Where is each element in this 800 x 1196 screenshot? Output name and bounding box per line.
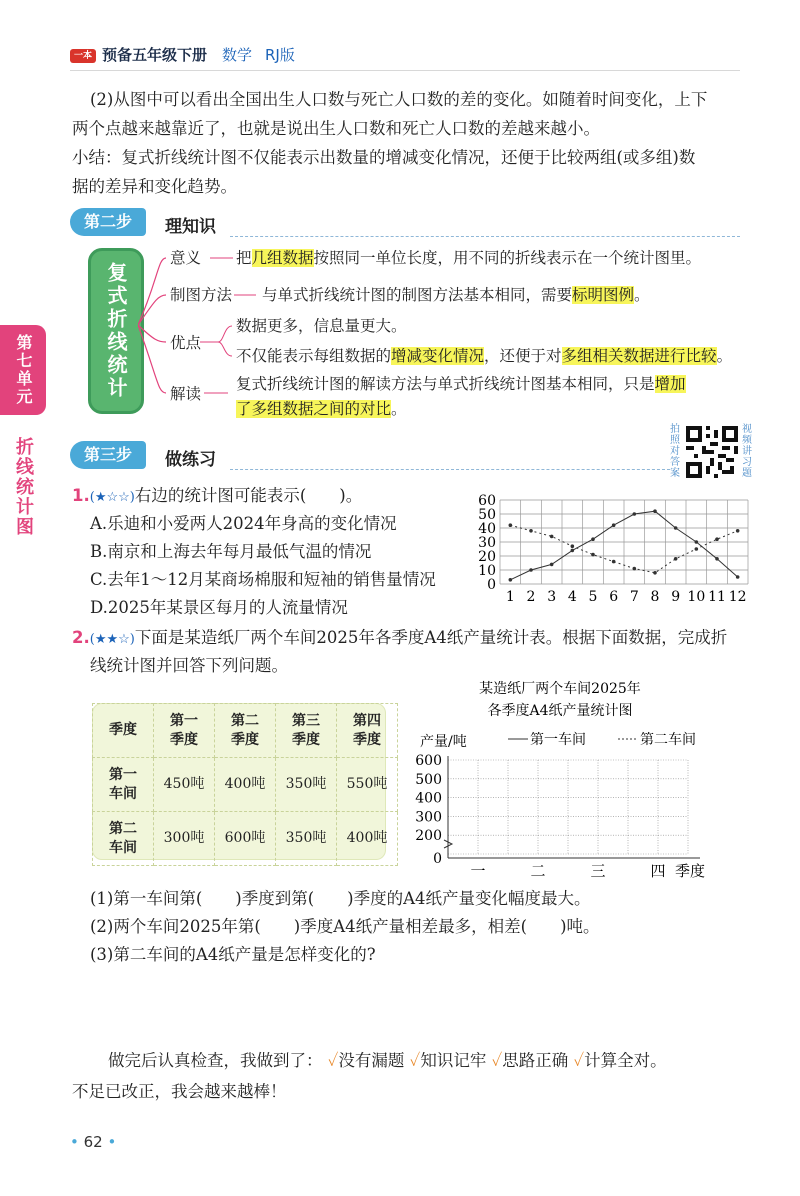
x-tick-label: 三 bbox=[590, 862, 606, 880]
y-tick-label: 50 bbox=[478, 507, 496, 523]
read-text-2: 了多组数据之间的对比。 bbox=[236, 400, 407, 418]
x-tick-label: 二 bbox=[530, 862, 546, 880]
data-point bbox=[633, 512, 637, 516]
q1-stem: 1.(★☆☆)右边的统计图可能表示( )。 bbox=[72, 486, 363, 505]
x-tick-label: 6 bbox=[609, 589, 619, 605]
step2-divider bbox=[230, 236, 740, 237]
check-item-4: 计算全对。 bbox=[584, 1051, 667, 1070]
y-tick-label: 30 bbox=[478, 535, 496, 551]
x-tick-label: 7 bbox=[629, 589, 639, 605]
read-label: 解读 bbox=[170, 385, 202, 403]
chart-title: 某造纸厂两个车间2025年 bbox=[479, 681, 641, 697]
x-tick-label: 12 bbox=[728, 589, 747, 605]
data-point bbox=[529, 529, 533, 533]
y-tick-label: 60 bbox=[478, 493, 496, 509]
y-tick-label: 400 bbox=[415, 790, 442, 807]
read-highlight-2: 了多组数据之间的对比 bbox=[236, 400, 392, 418]
step3-divider bbox=[230, 469, 670, 470]
y-tick-label: 20 bbox=[478, 549, 496, 565]
table-cell: 第三 季度 bbox=[276, 704, 337, 758]
x-tick-label: 11 bbox=[708, 589, 726, 605]
data-point bbox=[695, 547, 699, 551]
table-row bbox=[93, 758, 398, 812]
book-title: 预备五年级下册 bbox=[102, 46, 208, 64]
edition-label: RJ版 bbox=[265, 46, 295, 64]
y-tick-label: 200 bbox=[415, 828, 442, 845]
y-tick-label: 0 bbox=[433, 851, 442, 867]
data-point bbox=[715, 557, 719, 561]
data-point bbox=[529, 568, 533, 572]
q2-line-chart[interactable] bbox=[400, 676, 760, 886]
page-number: • 62 • bbox=[70, 1133, 117, 1151]
check-icon[interactable]: ✓ bbox=[573, 1051, 585, 1070]
y-tick-label: 600 bbox=[415, 753, 442, 769]
table-cell: 550吨 bbox=[337, 758, 398, 812]
q2-stem-2: 线统计图并回答下列问题。 bbox=[90, 656, 288, 675]
data-point bbox=[633, 567, 637, 571]
table-cell: 600吨 bbox=[215, 812, 276, 866]
y-tick-label: 0 bbox=[487, 577, 496, 593]
y-axis-label: 产量/吨 bbox=[420, 734, 467, 750]
unit-tab: 第七单元 bbox=[0, 325, 46, 415]
table-row bbox=[93, 704, 398, 758]
meaning-highlight: 几组数据 bbox=[251, 249, 314, 267]
q1-option-a: A.乐迪和小爱两人2024年身高的变化情况 bbox=[90, 514, 397, 533]
check-item-2: 知识记牢 bbox=[420, 1051, 487, 1070]
q1-line-chart bbox=[468, 492, 758, 610]
self-check-line-1: 做完后认真检查，我做到了： ✓没有漏题 ✓知识记牢 ✓思路正确 ✓计算全对。 bbox=[108, 1051, 667, 1070]
step3-title: 做练习 bbox=[165, 450, 216, 470]
summary-line-1: 小结：复式折线统计图不仅能表示出数量的增减变化情况，还便于比较两组(或多组)数 bbox=[72, 148, 696, 167]
meaning-label: 意义 bbox=[170, 249, 202, 267]
check-icon[interactable]: ✓ bbox=[327, 1051, 339, 1070]
x-tick-label: 四 bbox=[650, 862, 666, 880]
summary-line-2: 据的差异和变化趋势。 bbox=[72, 177, 237, 196]
header-divider bbox=[70, 70, 740, 71]
table-cell: 季度 bbox=[93, 704, 154, 758]
x-axis-label: 季度 bbox=[674, 862, 705, 880]
table-cell: 400吨 bbox=[215, 758, 276, 812]
x-tick-label: 10 bbox=[687, 589, 706, 605]
table-cell: 300吨 bbox=[154, 812, 215, 866]
step2-title: 理知识 bbox=[165, 217, 216, 237]
qr-left-caption: 拍照对答案 bbox=[670, 424, 680, 479]
data-point bbox=[550, 563, 554, 567]
data-point bbox=[715, 537, 719, 541]
self-check-line-2: 不足已改正，我会越来越棒！ bbox=[72, 1082, 287, 1101]
check-icon[interactable]: ✓ bbox=[491, 1051, 503, 1070]
x-tick-label: 9 bbox=[671, 589, 681, 605]
advantage-label: 优点 bbox=[170, 334, 202, 352]
data-point bbox=[674, 557, 678, 561]
read-highlight-1: 增加 bbox=[654, 375, 686, 393]
brand-logo: 一本 bbox=[70, 49, 96, 63]
table-cell: 350吨 bbox=[276, 812, 337, 866]
x-tick-label: 1 bbox=[505, 589, 515, 605]
method-text: 与单式折线统计图的制图方法基本相同，需要标明图例。 bbox=[262, 286, 650, 304]
check-icon[interactable]: ✓ bbox=[409, 1051, 421, 1070]
q2-data-table bbox=[92, 703, 398, 866]
y-tick-label: 500 bbox=[415, 771, 442, 788]
y-tick-label: 300 bbox=[415, 809, 442, 826]
data-point bbox=[695, 540, 699, 544]
q1-stars: (★☆☆) bbox=[89, 490, 135, 505]
q2-sub-1: (1)第一车间第( )季度到第( )季度的A4纸产量变化幅度最大。 bbox=[90, 889, 591, 908]
read-text-1: 复式折线统计图的解读方法与单式折线统计图基本相同，只是增加 bbox=[236, 375, 686, 393]
unit-topic: 折线统计图 bbox=[13, 437, 34, 537]
data-point bbox=[653, 571, 657, 575]
advantage-highlight-2: 多组相关数据进行比较 bbox=[561, 347, 717, 365]
y-tick-label: 10 bbox=[478, 563, 496, 579]
meaning-text: 把几组数据按照同一单位长度，用不同的折线表示在一个统计图里。 bbox=[236, 249, 702, 267]
table-cell: 第一 车间 bbox=[93, 758, 154, 812]
legend-series-2: 第二车间 bbox=[640, 732, 696, 748]
table-cell: 450吨 bbox=[154, 758, 215, 812]
chart-subtitle: 各季度A4纸产量统计图 bbox=[487, 703, 633, 719]
x-tick-label: 3 bbox=[547, 589, 557, 605]
data-point bbox=[612, 560, 616, 564]
x-tick-label: 一 bbox=[470, 862, 486, 880]
q2-sub-3: (3)第二车间的A4纸产量是怎样变化的? bbox=[90, 945, 376, 964]
table-cell: 第一 季度 bbox=[154, 704, 215, 758]
data-point bbox=[509, 578, 513, 582]
step3-badge: 第三步 bbox=[70, 441, 146, 469]
qr-code-icon[interactable] bbox=[686, 426, 738, 478]
data-point bbox=[591, 537, 595, 541]
q2-stars: (★★☆) bbox=[89, 632, 135, 647]
intro-line-1: (2)从图中可以看出全国出生人口数与死亡人口数的差的变化。如随着时间变化，上下 bbox=[90, 90, 708, 109]
check-item-3: 思路正确 bbox=[502, 1051, 569, 1070]
data-point bbox=[736, 529, 740, 533]
x-tick-label: 8 bbox=[650, 589, 660, 605]
x-tick-label: 5 bbox=[588, 589, 598, 605]
table-cell: 第二 车间 bbox=[93, 812, 154, 866]
table-row bbox=[93, 812, 398, 866]
table-cell: 350吨 bbox=[276, 758, 337, 812]
x-tick-label: 4 bbox=[567, 589, 577, 605]
data-point bbox=[653, 509, 657, 513]
q2-sub-2: (2)两个车间2025年第( )季度A4纸产量相差最多，相差( )吨。 bbox=[90, 917, 600, 936]
y-tick-label: 40 bbox=[478, 521, 496, 537]
x-tick-label: 2 bbox=[526, 589, 536, 605]
data-point bbox=[571, 549, 575, 553]
data-point bbox=[736, 575, 740, 579]
mindmap-center: 复式折线统计图 bbox=[88, 248, 144, 414]
table-cell: 第二 季度 bbox=[215, 704, 276, 758]
q1-option-c: C.去年1～12月某商场棉服和短袖的销售量情况 bbox=[90, 570, 436, 589]
method-highlight: 标明图例 bbox=[572, 286, 635, 304]
data-point bbox=[674, 526, 678, 530]
data-point bbox=[612, 523, 616, 527]
advantage-1: 数据更多，信息量更大。 bbox=[236, 317, 407, 335]
method-label: 制图方法 bbox=[170, 286, 233, 304]
advantage-2: 不仅能表示每组数据的增减变化情况，还便于对多组相关数据进行比较。 bbox=[236, 347, 733, 365]
legend-series-1: 第一车间 bbox=[530, 732, 586, 748]
data-point bbox=[591, 553, 595, 557]
table-cell: 400吨 bbox=[337, 812, 398, 866]
step2-badge: 第二步 bbox=[70, 208, 146, 236]
advantage-highlight-1: 增减变化情况 bbox=[391, 347, 485, 365]
table-cell: 第四 季度 bbox=[337, 704, 398, 758]
q2-stem-1: 2.(★★☆)下面是某造纸厂两个车间2025年各季度A4纸产量统计表。根据下面数据，完成折 bbox=[72, 628, 728, 647]
data-point bbox=[550, 535, 554, 539]
qr-right-caption: 视频讲习题 bbox=[742, 424, 752, 479]
subject-label: 数学 bbox=[222, 46, 253, 64]
q1-option-b: B.南京和上海去年每月最低气温的情况 bbox=[90, 542, 372, 561]
q1-option-d: D.2025年某景区每月的人流量情况 bbox=[90, 598, 348, 617]
check-item-1: 没有漏题 bbox=[338, 1051, 405, 1070]
data-point bbox=[509, 523, 513, 527]
intro-line-2: 两个点越来越靠近了，也就是说出生人口数和死亡人口数的差越来越小。 bbox=[72, 119, 600, 138]
data-point bbox=[571, 544, 575, 548]
